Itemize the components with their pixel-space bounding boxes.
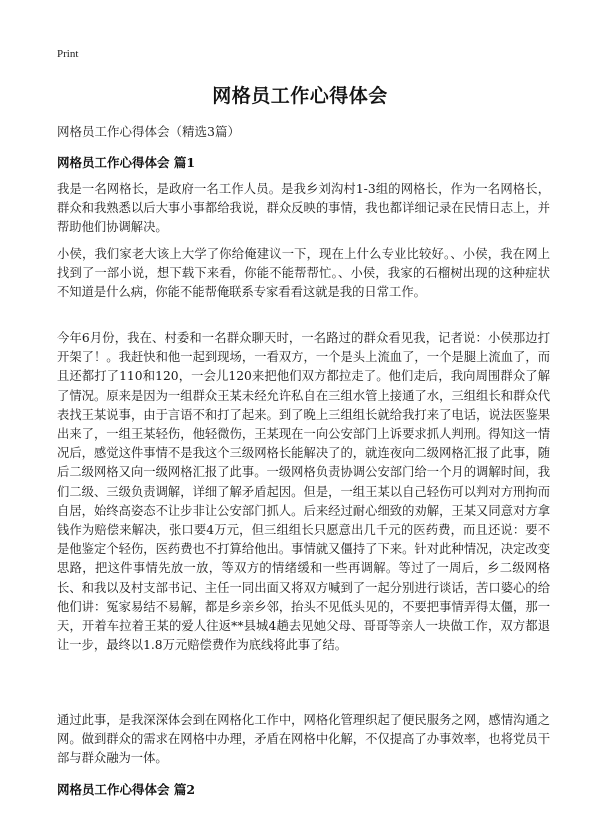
section-heading-1: 网格员工作心得体会 篇1 [57,155,196,170]
document-title: 网格员工作心得体会 [212,85,388,107]
paragraph-2: 小侯，我们家老大该上大学了你给俺建议一下，现在上什么专业比较好。、小侯，我在网上找到了一部小说，想下载下来看，你能不能帮帮忙。、小侯，我家的石榴树出现的这种症状不知道是什么病，你能不能帮俺联系专家看看这就是我的日常工作。 [57,247,550,300]
section-heading-2: 网格员工作心得体会 篇2 [57,782,196,797]
paragraph-3: 今年6月份，我在、村委和一名群众聊天时，一名路过的群众看见我，记者说：小侯那边打开架了！。我赶快和他一起到现场，一看双方，一个是头上流血了，一个是腿上流血了，而且还都打了110和120，一会儿120来把他们双方都拉走了。他们走后，我向周围群众了解了情况。原来是因为一组群众王某未经允许私自在三组水管上接通了水，三组组长和群众代表找王某说事，由于言语不和打了起来。到了晚上三组组长就给我打来了电话，说法医鉴果出来了，一组王某轻伤，他轻微伤，王某现在一向公安部门上诉要求抓人判刑。得知这一情况后，感觉这件事情不是我这个三级网格长能解决了的，就连夜向二级网格汇报了此事，随后二级网格又向一级网格汇报了此事。一级网格负责协调公安部门给一个月的调解时间，我们二级、三级负责调解，详细了解矛盾起因。但是，一组王某以自己轻伤可以判对方刑拘而自居，始终高姿态不让步非让公安部门抓人。后来经过耐心细致的劝解，王某又同意对方拿钱作为赔偿来解决，张口要4万元，但三组组长只愿意出几千元的医药费，而且还说：要不是他鉴定个轻伤，医药费也不打算给他出。事情就又僵持了下来。针对此种情况，决定改变思路，把这件事情先放一放，等双方的情绪缓和一些再调解。等过了一周后，乡二级网格长、和我以及村支部书记、主任一同出面又将双方喊到了一起分别进行谈话，苦口婆心的给他们讲：冤家易结不易解，都是乡亲乡邻，抬头不见低头见的，不要把事情弄得太僵，那一天，开着车拉着王某的爱人往返**县城4趟去见她父母、哥哥等亲人一块做工作，双方都退让一步，最终以1.8万元赔偿费作为底线将此事了结。 [57,331,550,653]
document-subtitle: 网格员工作心得体会（精选3篇） [57,124,240,139]
paragraph-4: 通过此事，是我深深体会到在网格化工作中，网格化管理织起了便民服务之网，感情沟通之网。做到群众的需求在网格中办理，矛盾在网格中化解，不仅提高了办事效率，也将党员干部与群众融为一体。 [57,713,550,766]
print-label: Print [57,48,79,60]
paragraph-1: 我是一名网格长，是政府一名工作人员。是我乡刘沟村1-3组的网格长，作为一名网格长，群众和我熟悉以后大事小事都给我说，群众反映的事情，我也都详细记录在民情日志上，并帮助他们协调解决。 [57,182,550,235]
